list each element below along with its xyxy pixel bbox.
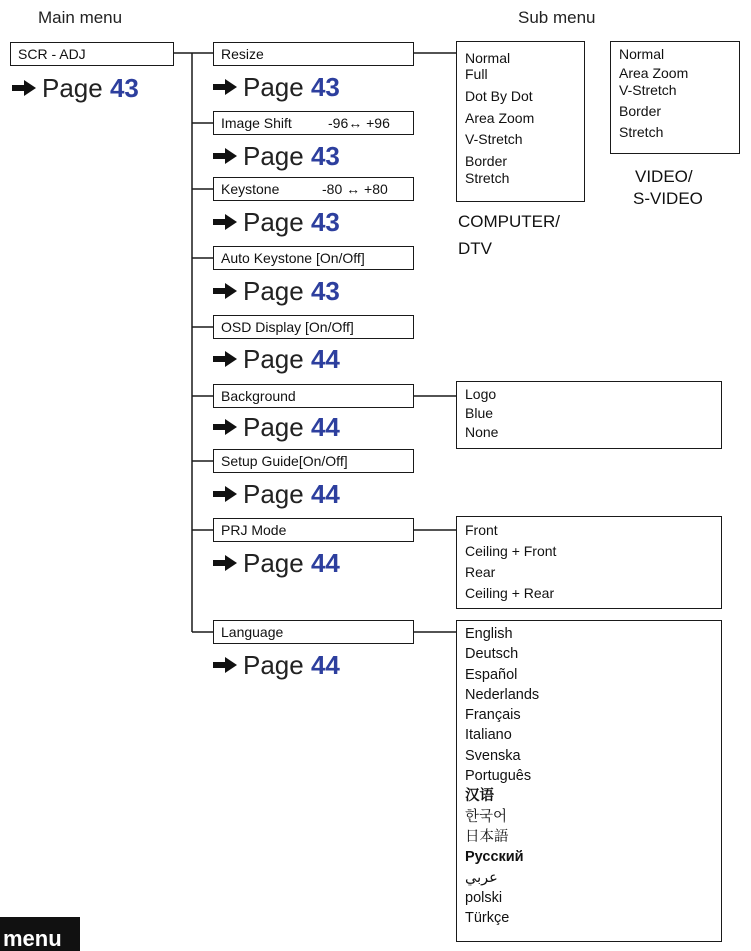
submenu-prj-mode (456, 516, 722, 609)
caption-line: S-VIDEO (633, 189, 703, 208)
page-ref-setup-guide (213, 481, 340, 507)
page-ref-language (213, 652, 340, 678)
page-ref-keystone (213, 209, 340, 235)
menu-item-label: Image Shift (221, 115, 292, 131)
submenu-option[interactable]: Rear (465, 564, 496, 580)
menu-section-tab-label: menu (3, 926, 62, 951)
submenu-option[interactable]: Stretch (465, 170, 510, 186)
menu-item-resize[interactable] (213, 42, 414, 66)
menu-item-label: PRJ Mode (221, 522, 287, 538)
submenu-language (456, 620, 722, 942)
menu-item-background[interactable] (213, 384, 414, 408)
menu-item-label: SCR - ADJ (18, 46, 86, 62)
arrow-right-icon (213, 351, 237, 367)
arrow-right-icon (213, 79, 237, 95)
page-word: Page (243, 479, 304, 509)
page-word: Page (243, 72, 304, 102)
page-word: Page (243, 548, 304, 578)
caption-computer-dtv (458, 211, 560, 260)
page-ref-image-shift (213, 143, 340, 169)
menu-item-language[interactable] (213, 620, 414, 644)
menu-item-label: Setup Guide[On/Off] (221, 453, 348, 469)
language-option-portugues[interactable]: Português (465, 768, 532, 785)
language-option-espanol[interactable]: Español (465, 666, 518, 683)
page-word: Page (243, 412, 304, 442)
submenu-option[interactable]: None (465, 424, 499, 440)
submenu-resize-computer (456, 41, 585, 202)
menu-item-label: Background (221, 388, 296, 404)
arrow-right-icon (12, 80, 36, 96)
range-value: -80 ↔ +80 (322, 181, 388, 197)
arrow-right-icon (213, 486, 237, 502)
page-ref-background (213, 414, 340, 440)
menu-item-label: Keystone (221, 181, 280, 197)
page-number: 43 (109, 73, 139, 103)
page-word: Page (243, 344, 304, 374)
page-word: Page (243, 141, 304, 171)
submenu-option[interactable]: Area Zoom (465, 110, 535, 126)
language-option-polski[interactable]: polski (465, 889, 503, 906)
page-number: 44 (310, 479, 340, 509)
page-number: 44 (310, 344, 340, 374)
submenu-resize-video (610, 41, 740, 154)
arrow-right-icon (213, 555, 237, 571)
language-option-russian[interactable]: Русский (465, 849, 524, 866)
main-menu-header: Main menu (38, 8, 123, 27)
page-number: 43 (310, 141, 340, 171)
submenu-option[interactable]: V-Stretch (619, 82, 677, 98)
menu-item-scr-adj[interactable] (10, 42, 174, 66)
page-number: 44 (310, 650, 340, 680)
arrow-right-icon (213, 657, 237, 673)
submenu-option[interactable]: Ceiling + Front (465, 543, 557, 559)
language-option-francais[interactable]: Français (465, 707, 521, 724)
arrow-right-icon (213, 283, 237, 299)
submenu-option[interactable]: Ceiling + Rear (465, 585, 555, 601)
submenu-option[interactable]: Normal (619, 46, 665, 62)
menu-item-label: Language (221, 624, 284, 640)
page-number: 43 (310, 72, 340, 102)
caption-line: COMPUTER/ (458, 212, 560, 231)
submenu-option[interactable]: Border (619, 103, 662, 119)
menu-item-label: Auto Keystone [On/Off] (221, 250, 365, 266)
page-ref-osd-display (213, 346, 340, 372)
menu-item-image-shift[interactable] (213, 111, 414, 135)
page-ref-scr-adj (12, 75, 139, 101)
menu-item-setup-guide[interactable] (213, 449, 414, 473)
submenu-option[interactable]: V-Stretch (465, 131, 523, 147)
menu-section-tab (0, 917, 80, 951)
language-option-chinese[interactable]: 汉语 (465, 788, 494, 805)
language-option-nederlands[interactable]: Nederlands (465, 686, 540, 703)
page-word: Page (42, 73, 103, 103)
page-word: Page (243, 207, 304, 237)
caption-video-s-video (633, 166, 703, 210)
submenu-background (456, 381, 722, 449)
menu-item-keystone[interactable] (213, 177, 414, 201)
language-option-svenska[interactable]: Svenska (465, 747, 521, 764)
submenu-option[interactable]: Dot By Dot (465, 88, 533, 104)
caption-line: VIDEO/ (635, 167, 693, 186)
sub-menu-header: Sub menu (518, 8, 596, 27)
language-option-japanese[interactable]: 日本語 (465, 828, 509, 845)
page-word: Page (243, 650, 304, 680)
submenu-option[interactable]: Stretch (619, 124, 664, 140)
submenu-option[interactable]: Logo (465, 386, 497, 402)
language-option-english[interactable]: English (465, 626, 513, 642)
language-option-arabic[interactable]: عربي (465, 869, 498, 886)
page-word: Page (243, 276, 304, 306)
page-ref-prj-mode (213, 550, 340, 576)
range-value: -96↔ +96 (328, 115, 390, 131)
menu-item-label: OSD Display [On/Off] (221, 319, 354, 335)
submenu-option[interactable]: Full (465, 66, 488, 82)
page-ref-resize (213, 74, 340, 100)
language-option-deutsch[interactable]: Deutsch (465, 646, 519, 663)
menu-item-prj-mode[interactable] (213, 518, 414, 542)
menu-item-label: Resize (221, 46, 264, 62)
page-number: 43 (310, 276, 340, 306)
submenu-option[interactable]: Blue (465, 405, 494, 421)
menu-item-osd-display[interactable] (213, 315, 414, 339)
submenu-option[interactable]: Front (465, 522, 498, 538)
page-number: 44 (310, 412, 340, 442)
menu-item-auto-keystone[interactable] (213, 246, 414, 270)
arrow-right-icon (213, 419, 237, 435)
caption-line: DTV (458, 239, 492, 258)
language-option-turkce[interactable]: Türkçe (465, 910, 510, 927)
page-ref-auto-keystone (213, 278, 340, 304)
arrow-right-icon (213, 214, 237, 230)
language-option-italiano[interactable]: Italiano (465, 727, 512, 744)
page-number: 44 (310, 548, 340, 578)
submenu-option[interactable]: Normal (465, 50, 511, 66)
submenu-option[interactable]: Area Zoom (619, 65, 689, 81)
page-number: 43 (310, 207, 340, 237)
submenu-option[interactable]: Border (465, 153, 508, 169)
language-option-korean[interactable]: 한국어 (465, 808, 508, 825)
arrow-right-icon (213, 148, 237, 164)
